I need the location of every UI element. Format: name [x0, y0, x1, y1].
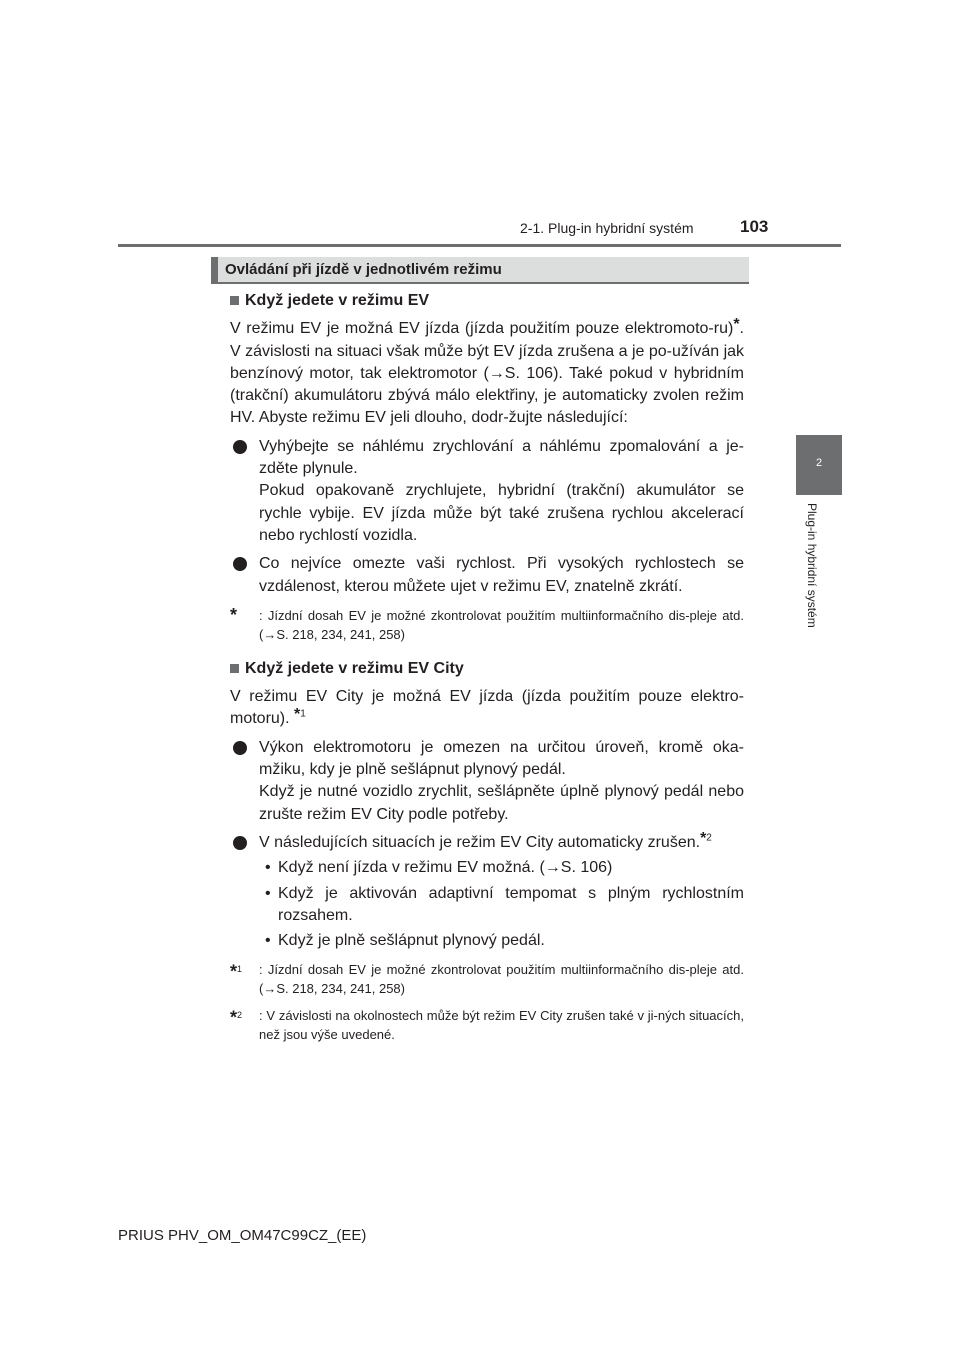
ev-city-bullet-1-text: Výkon elektromotoru je omezen na určitou úroveň, kromě oka-mžiku, kdy je plně sešlápnut plynový pedál. — [259, 738, 744, 779]
ev-city-heading — [230, 658, 744, 680]
ev-city-footnote-2 — [230, 1006, 744, 1044]
dash-bullet-icon: • — [265, 859, 271, 877]
page-number: 103 — [740, 217, 769, 236]
footnote-text: : V závislosti na okolnostech může být režim EV City zrušen také v ji-ných situacích, než jsou výše uvedené. — [259, 1008, 744, 1043]
ev-mode-bullet-1-text: Vyhýbejte se náhlému zrychlování a náhlému zpomalování a je-zděte plynule. — [259, 437, 744, 478]
header-title: 2-1. Plug-in hybridní systém — [520, 220, 694, 236]
footnote-text: : Jízdní dosah EV je možné zkontrolovat použitím multiinformačního dis-pleje atd. (→S. 218, 234, 241, 258) — [259, 607, 744, 642]
main-content — [230, 290, 744, 1044]
ev-mode-heading — [230, 290, 744, 312]
bullet-dot-icon — [233, 557, 247, 571]
section-bar-accent — [211, 257, 218, 282]
ev-mode-bullet-1-extra: Pokud opakovaně zrychlujete, hybridní (trakční) akumulátor se rychle vybije. EV jízda může být také zrušena rychlou akcelerací nebo rychlostí vozidla. — [259, 482, 744, 544]
footnote-marker — [230, 606, 237, 626]
ev-city-dash-item-2 — [230, 883, 744, 928]
ev-city-bullet-2-text: V následujících situacích je režim EV City automaticky zrušen. — [259, 833, 701, 851]
chapter-number: 2 — [815, 457, 823, 469]
footnote-star: * — [700, 829, 707, 847]
ev-mode-intro — [230, 318, 744, 429]
ev-city-intro-text: V režimu EV City je možná EV jízda (jízda použitím pouze elektro-motoru). — [230, 688, 744, 728]
footnote-star: * — [230, 1007, 238, 1028]
ev-city-bullet-2-line — [259, 829, 744, 854]
footer-doc-id: PRIUS PHV_OM_OM47C99CZ_(EE) — [118, 1227, 367, 1244]
ev-mode-bullet-1 — [230, 436, 744, 547]
footnote-index: 1 — [237, 964, 243, 975]
ev-city-footnote-1 — [230, 960, 744, 998]
footnote-star: * — [230, 961, 238, 982]
ev-city-heading-text: Když jedete v režimu EV City — [245, 659, 464, 677]
ev-city-bullet-1 — [230, 737, 744, 826]
ev-mode-intro-b: . V závislosti na situaci však může být EV jízda zrušena a je po-užíván jak benzínový motor, tak elektromotor (→S. 106). Také pokud v hybridním (trakční) akumulátoru zbývá málo elektřiny, je automaticky zvolen režim HV. Abyste režimu EV jeli dlouho, dodr-žujte následující: — [230, 320, 745, 427]
ev-mode-heading-text: Když jedete v režimu EV — [245, 292, 430, 309]
ev-mode-bullet-2 — [230, 553, 744, 598]
ev-city-intro — [230, 686, 744, 731]
footnote-star: * — [733, 316, 740, 334]
dash-item-text: Když je plně sešlápnut plynový pedál. — [278, 932, 545, 950]
ev-city-bullet-1-extra: Když je nutné vozidlo zrychlit, sešlápněte úplně plynový pedál nebo zrušte režim EV City podle potřeby. — [259, 783, 744, 823]
footnote-marker — [230, 960, 242, 982]
ev-city-dash-item-3 — [230, 930, 744, 952]
dash-bullet-icon: • — [265, 884, 271, 902]
footnote-index: 1 — [300, 709, 306, 721]
chapter-label-container — [805, 503, 828, 658]
ev-city-bullet-2 — [230, 829, 744, 854]
bullet-dot-icon — [233, 440, 247, 454]
dash-item-text: Když je aktivován adaptivní tempomat s plným rychlostním rozsahem. — [278, 884, 744, 924]
footnote-text: : Jízdní dosah EV je možné zkontrolovat použitím multiinformačního dis-pleje atd. (→S. 218, 234, 241, 258) — [259, 962, 744, 997]
ev-mode-intro-a: V režimu EV je možná EV jízda (jízda použitím pouze elektromoto-ru) — [230, 320, 734, 338]
ev-mode-footnote — [230, 606, 744, 644]
chapter-label: Plug-in hybridní systém — [805, 503, 819, 628]
dash-bullet-icon: • — [265, 932, 271, 950]
bullet-dot-icon — [233, 836, 247, 850]
bullet-dot-icon — [233, 741, 247, 755]
ev-city-dash-item-1 — [230, 857, 744, 879]
footnote-marker — [230, 1006, 242, 1028]
section-title: Ovládání při jízdě v jednotlivém režimu — [225, 261, 502, 278]
square-bullet-icon — [230, 296, 239, 305]
square-bullet-icon — [230, 664, 239, 673]
footnote-index: 2 — [237, 1010, 243, 1021]
footnote-star: * — [294, 706, 301, 724]
chapter-tab — [796, 435, 842, 495]
footnote-star: * — [230, 604, 238, 625]
ev-mode-bullet-2-text: Co nejvíce omezte vaši rychlost. Při vysokých rychlostech se vzdálenost, kterou můžete ujet v režimu EV, znatelně zkrátí. — [259, 555, 744, 595]
section-title-bar — [211, 257, 749, 284]
dash-item-text: Když není jízda v režimu EV možná. (→S. 106) — [278, 859, 613, 877]
header-rule — [118, 244, 841, 247]
footnote-index: 2 — [706, 832, 712, 844]
spacer — [230, 644, 744, 658]
